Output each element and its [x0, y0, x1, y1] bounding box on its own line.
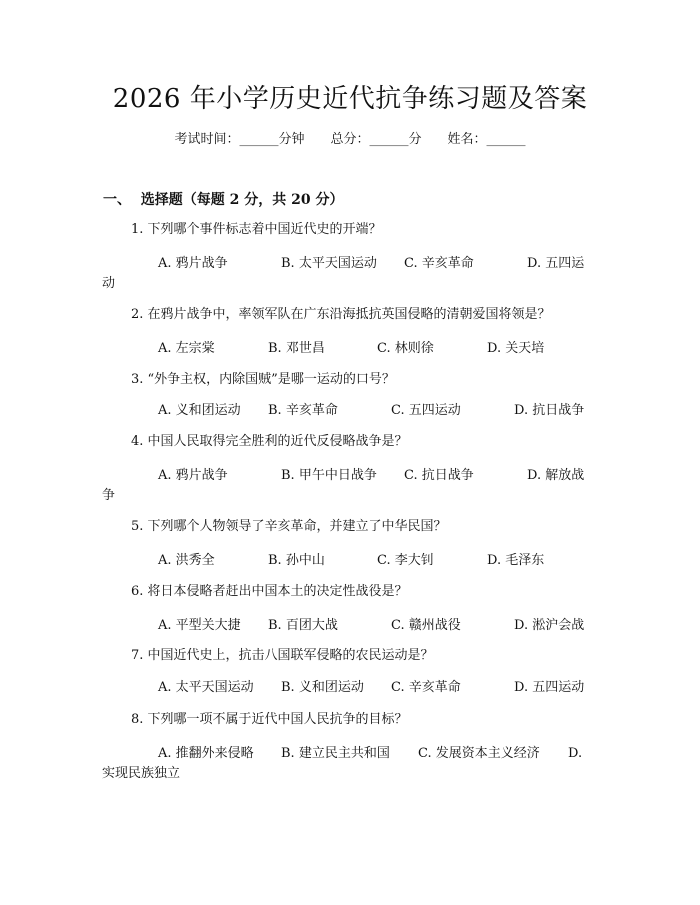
option-a: A. 洪秀全	[158, 553, 215, 568]
option-b: B. 建立民主共和国	[281, 746, 390, 761]
option-a: A. 推翻外来侵略	[158, 746, 254, 761]
option-b: B. 邓世昌	[268, 341, 325, 356]
option-c: C. 辛亥革命	[391, 680, 461, 695]
question-stem: 5. 下列哪个人物领导了辛亥革命，并建立了中华民国？	[131, 519, 447, 534]
section-heading: 一、 选择题（每题 2 分，共 20 分）	[103, 192, 344, 208]
option-b: B. 辛亥革命	[268, 403, 338, 418]
option-a: A. 鸦片战争	[158, 468, 228, 483]
option-c: C. 五四运动	[391, 403, 461, 418]
option-a: A. 太平天国运动	[158, 680, 254, 695]
option-d: D. 解放战	[527, 468, 585, 483]
option-b: B. 甲午中日战争	[281, 468, 377, 483]
total-score-label: 总分：______分	[330, 132, 422, 147]
option-b: B. 义和团运动	[281, 680, 364, 695]
question-stem: 3. “外争主权，内除国贼”是哪一运动的口号？	[131, 372, 395, 387]
option-c: C. 李大钊	[377, 553, 434, 568]
option-b: B. 百团大战	[268, 618, 338, 633]
option-c: C. 赣州战役	[391, 618, 461, 633]
question-stem: 6. 将日本侵略者赶出中国本土的决定性战役是？	[131, 584, 408, 599]
option-d: D. 抗日战争	[514, 403, 585, 418]
question-stem: 4. 中国人民取得完全胜利的近代反侵略战争是？	[131, 434, 408, 449]
option-d-wrap: 争	[102, 488, 116, 503]
option-a: A. 义和团运动	[158, 403, 241, 418]
option-c: C. 林则徐	[377, 341, 434, 356]
option-b: B. 孙中山	[268, 553, 325, 568]
exam-info-line	[0, 130, 700, 150]
exam-time-label: 考试时间：______分钟	[174, 132, 305, 147]
question-stem: 1. 下列哪个事件标志着中国近代史的开端？	[131, 222, 382, 237]
student-name-label: 姓名：______	[447, 132, 526, 147]
option-d-wrap: 动	[102, 276, 116, 291]
question-stem: 8. 下列哪一项不属于近代中国人民抗争的目标？	[131, 712, 408, 727]
option-a: A. 平型关大捷	[158, 618, 241, 633]
question-stem: 2. 在鸦片战争中，率领军队在广东沿海抵抗英国侵略的清朝爱国将领是？	[131, 307, 551, 322]
option-d: D. 关天培	[487, 341, 545, 356]
option-a: A. 左宗棠	[158, 341, 215, 356]
question-stem: 7. 中国近代史上，抗击八国联军侵略的农民运动是？	[131, 648, 434, 663]
page-title: 2026 年小学历史近代抗争练习题及答案	[112, 84, 588, 114]
option-d: D. 毛泽东	[487, 553, 545, 568]
option-d-wrap: 实现民族独立	[102, 766, 181, 781]
option-d: D. 五四运动	[514, 680, 585, 695]
option-b: B. 太平天国运动	[281, 256, 377, 271]
option-c: C. 发展资本主义经济	[418, 746, 540, 761]
option-d: D. 淞沪会战	[514, 618, 585, 633]
option-d: D. 五四运	[527, 256, 585, 271]
option-c: C. 辛亥革命	[404, 256, 474, 271]
option-a: A. 鸦片战争	[158, 256, 228, 271]
option-d: D.	[568, 746, 583, 761]
option-c: C. 抗日战争	[404, 468, 474, 483]
